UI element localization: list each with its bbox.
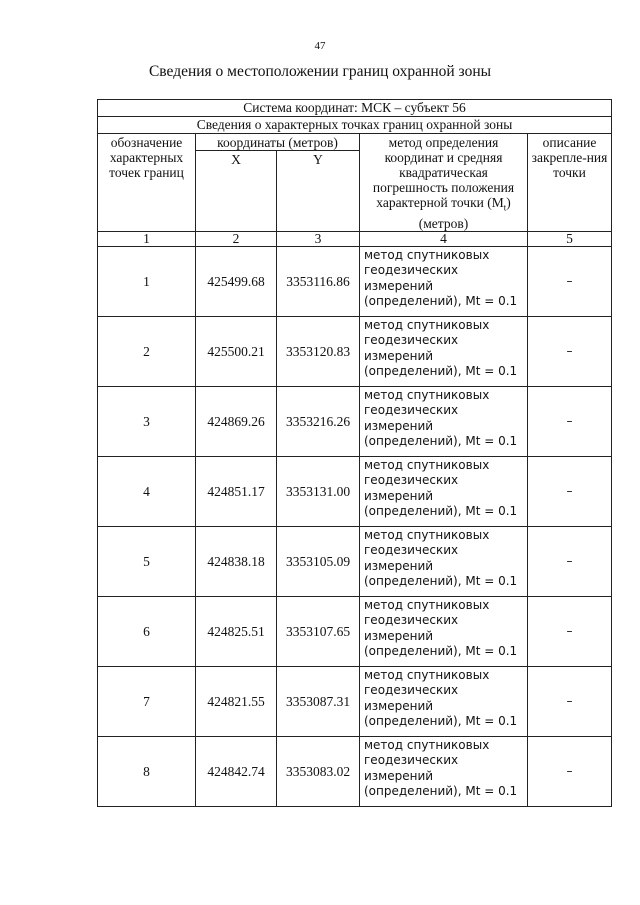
method-cell: метод спутниковых геодезических измерений (определений), Mt = 0.1: [360, 596, 528, 666]
point-cell: 8: [98, 736, 196, 806]
page-number: 47: [314, 40, 326, 52]
col-number-4: 4: [360, 231, 528, 246]
description-cell: –: [528, 386, 612, 456]
col-number-1: 1: [98, 231, 196, 246]
section-header: Сведения о характерных точках границ охранной зоны: [98, 117, 612, 134]
description-cell: –: [528, 526, 612, 596]
y-coordinate-cell: 3353087.31: [277, 666, 360, 736]
table-row: [98, 526, 612, 596]
col-number-5: 5: [528, 231, 612, 246]
y-coordinate-cell: 3353131.00: [277, 456, 360, 526]
table-row: [98, 736, 612, 806]
y-coordinate-cell: 3353216.26: [277, 386, 360, 456]
col-method-header: [360, 134, 528, 232]
point-cell: 2: [98, 316, 196, 386]
x-coordinate-cell: 424869.26: [196, 386, 277, 456]
col-point-header: обозначение характерных точек границ: [98, 134, 196, 232]
description-cell: –: [528, 456, 612, 526]
description-cell: –: [528, 666, 612, 736]
table-row: [98, 666, 612, 736]
y-coordinate-cell: 3353083.02: [277, 736, 360, 806]
description-cell: –: [528, 736, 612, 806]
description-cell: –: [528, 316, 612, 386]
coordinate-system-header: Система координат: МСК – субъект 56: [98, 100, 612, 117]
point-cell: 4: [98, 456, 196, 526]
col-number-3: 3: [277, 231, 360, 246]
table-row: [98, 316, 612, 386]
method-cell: метод спутниковых геодезических измерений (определений), Mt = 0.1: [360, 736, 528, 806]
col-method-header-subscript: t: [503, 202, 507, 213]
x-coordinate-cell: 424821.55: [196, 666, 277, 736]
method-cell: метод спутниковых геодезических измерений (определений), Mt = 0.1: [360, 386, 528, 456]
x-coordinate-cell: 424825.51: [196, 596, 277, 666]
table-row: [98, 456, 612, 526]
document-title: Сведения о местоположении границ охранной зоны: [148, 63, 492, 80]
method-cell: метод спутниковых геодезических измерений (определений), Mt = 0.1: [360, 666, 528, 736]
x-coordinate-cell: 424838.18: [196, 526, 277, 596]
method-cell: метод спутниковых геодезических измерений (определений), Mt = 0.1: [360, 456, 528, 526]
col-method-header-text: метод определения координат и средняя квадратическая погрешность положения характерной точки (M: [372, 135, 515, 210]
col-y-header: Y: [277, 151, 360, 231]
method-cell: метод спутниковых геодезических измерений (определений), Mt = 0.1: [360, 526, 528, 596]
x-coordinate-cell: 424842.74: [196, 736, 277, 806]
col-number-2: 2: [196, 231, 277, 246]
y-coordinate-cell: 3353107.65: [277, 596, 360, 666]
table-row: [98, 246, 612, 316]
method-cell: метод спутниковых геодезических измерений (определений), Mt = 0.1: [360, 246, 528, 316]
x-coordinate-cell: 425499.68: [196, 246, 277, 316]
col-method-header-end: ) (метров): [418, 195, 511, 231]
table-row: [98, 386, 612, 456]
y-coordinate-cell: 3353105.09: [277, 526, 360, 596]
boundary-points-table: [97, 99, 612, 807]
x-coordinate-cell: 425500.21: [196, 316, 277, 386]
col-x-header: X: [196, 151, 277, 231]
col-description-header: описание закрепле-ния точки: [528, 134, 612, 232]
point-cell: 5: [98, 526, 196, 596]
point-cell: 3: [98, 386, 196, 456]
x-coordinate-cell: 424851.17: [196, 456, 277, 526]
col-coordinates-header: координаты (метров): [196, 134, 360, 151]
point-cell: 7: [98, 666, 196, 736]
method-cell: метод спутниковых геодезических измерений (определений), Mt = 0.1: [360, 316, 528, 386]
description-cell: –: [528, 596, 612, 666]
y-coordinate-cell: 3353120.83: [277, 316, 360, 386]
table-row: [98, 596, 612, 666]
point-cell: 1: [98, 246, 196, 316]
point-cell: 6: [98, 596, 196, 666]
description-cell: –: [528, 246, 612, 316]
y-coordinate-cell: 3353116.86: [277, 246, 360, 316]
